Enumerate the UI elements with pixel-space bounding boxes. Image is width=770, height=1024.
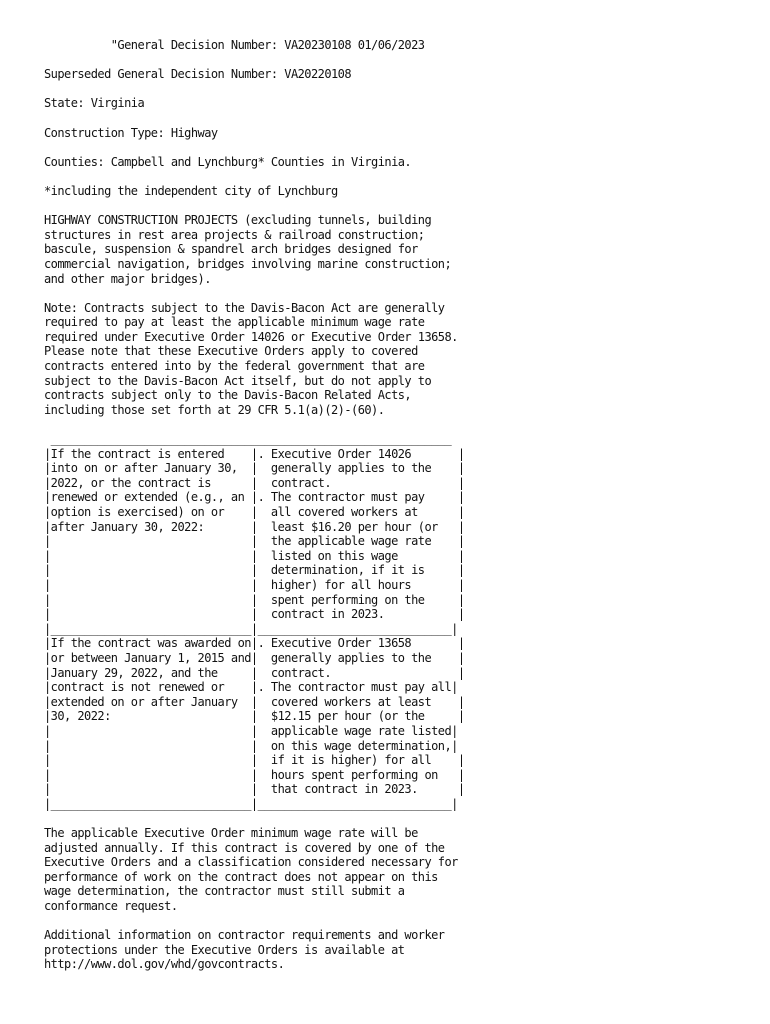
document-line: "General Decision Number: VA20230108 01/06/2023 bbox=[44, 38, 425, 52]
document-line: contracts entered into by the federal government that are bbox=[44, 359, 425, 374]
document-line: | | on this wage determination,| bbox=[44, 738, 458, 753]
document-line: | | determination, if it is | bbox=[44, 563, 465, 578]
document-line: |or between January 1, 2015 and| generally applies to the | bbox=[44, 650, 465, 665]
document-line: *including the independent city of Lynchburg bbox=[44, 183, 338, 198]
document-line: | | that contract in 2023. | bbox=[44, 782, 465, 797]
document-line: The applicable Executive Order minimum wage rate will be bbox=[44, 826, 418, 841]
decision-text bbox=[44, 38, 465, 972]
document-line: performance of work on the contract does not appear on this bbox=[44, 869, 438, 884]
document-line: and other major bridges). bbox=[44, 271, 211, 286]
document-line: |option is exercised) on or | all covered workers at | bbox=[44, 505, 465, 519]
document-line bbox=[44, 82, 465, 97]
document-line: | | applicable wage rate listed| bbox=[44, 723, 458, 738]
document-line: required to pay at least the applicable minimum wage rate bbox=[44, 315, 425, 330]
document-line: Note: Contracts subject to the Davis-Bacon Act are generally bbox=[44, 300, 445, 315]
document-line bbox=[44, 111, 465, 126]
document-line: |into on or after January 30, | generally applies to the | bbox=[44, 461, 465, 476]
document-line: |renewed or extended (e.g., an |. The contractor must pay | bbox=[44, 490, 465, 505]
document-line: | | spent performing on the | bbox=[44, 592, 465, 607]
document-line: including those set forth at 29 CFR 5.1(a)(2)-(60). bbox=[44, 402, 385, 417]
document-line: structures in rest area projects & railroad construction; bbox=[44, 227, 425, 242]
document-line: Construction Type: Highway bbox=[44, 125, 218, 140]
document-line bbox=[44, 286, 465, 301]
document-line: conformance request. bbox=[44, 899, 178, 914]
document-line: adjusted annually. If this contract is covered by one of the bbox=[44, 840, 445, 855]
document-line bbox=[44, 169, 465, 184]
document-line: |30, 2022: | $12.15 per hour (or the | bbox=[44, 709, 465, 724]
document-line: |If the contract is entered |. Executive Order 14026 | bbox=[44, 446, 465, 461]
document-line: |after January 30, 2022: | least $16.20 per hour (or | bbox=[44, 519, 465, 534]
document-line: Superseded General Decision Number: VA20220108 bbox=[44, 67, 352, 82]
document-line: Counties: Campbell and Lynchburg* Counties in Virginia. bbox=[44, 154, 412, 169]
document-line: | | higher) for all hours | bbox=[44, 577, 465, 592]
document-line: commercial navigation, bridges involving marine construction; bbox=[44, 256, 452, 271]
document-line: |contract is not renewed or |. The contractor must pay all| bbox=[44, 680, 458, 695]
document-line bbox=[44, 53, 465, 68]
document-line bbox=[44, 417, 465, 432]
document-line: HIGHWAY CONSTRUCTION PROJECTS (excluding tunnels, building bbox=[44, 213, 432, 228]
document-line: http://www.dol.gov/whd/govcontracts. bbox=[44, 957, 285, 972]
document-line: |______________________________|_____________________________| bbox=[44, 621, 458, 636]
document-line: | | the applicable wage rate | bbox=[44, 534, 465, 549]
document-line: |______________________________|_____________________________| bbox=[44, 796, 458, 811]
document-line: wage determination, the contractor must still submit a bbox=[44, 884, 405, 899]
document-line: |January 29, 2022, and the | contract. | bbox=[44, 665, 465, 680]
document-line: ____________________________________________________________ bbox=[44, 432, 452, 447]
document-line bbox=[44, 811, 465, 826]
document-line: | | contract in 2023. | bbox=[44, 607, 465, 622]
document-line: protections under the Executive Orders is available at bbox=[44, 942, 405, 957]
document-line: State: Virginia bbox=[44, 96, 145, 111]
document-line bbox=[44, 914, 465, 929]
document-line: | | if it is higher) for all | bbox=[44, 753, 465, 768]
document-line: |If the contract was awarded on|. Executive Order 13658 | bbox=[44, 636, 465, 651]
document-line bbox=[44, 199, 465, 214]
document-line: Executive Orders and a classification considered necessary for bbox=[44, 855, 458, 870]
document-line: bascule, suspension & spandrel arch bridges designed for bbox=[44, 242, 418, 257]
document-line: | | hours spent performing on | bbox=[44, 767, 465, 782]
document-line: Please note that these Executive Orders apply to covered bbox=[44, 344, 418, 359]
document-line: Additional information on contractor requirements and worker bbox=[44, 928, 445, 943]
document-line: |2022, or the contract is | contract. | bbox=[44, 475, 465, 490]
document-line: |extended on or after January | covered workers at least | bbox=[44, 694, 465, 709]
document-line bbox=[44, 140, 465, 155]
document-line: required under Executive Order 14026 or Executive Order 13658. bbox=[44, 329, 458, 344]
document-line: | | listed on this wage | bbox=[44, 548, 465, 563]
document-line: subject to the Davis-Bacon Act itself, but do not apply to bbox=[44, 373, 432, 388]
document-line: contracts subject only to the Davis-Bacon Related Acts, bbox=[44, 388, 412, 403]
